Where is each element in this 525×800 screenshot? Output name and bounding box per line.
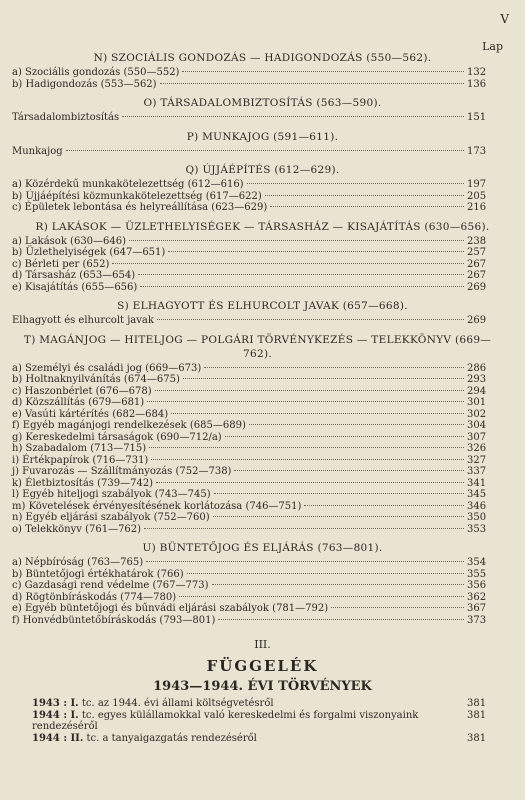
dot-leader <box>182 71 464 72</box>
toc-entry-page: 269 <box>467 281 487 293</box>
toc-entry-page: 307 <box>467 431 487 443</box>
toc-entry <box>0 455 525 467</box>
toc-entry-page: 238 <box>467 235 487 247</box>
toc-entry-label: c) Épületek lebontása és helyreállítása (623—629) <box>12 202 268 213</box>
law-entry <box>0 733 525 745</box>
law-entry-title: tc. egyes külállamokkal való kereskedelmi és forgalmi viszonyaink rendezéséről <box>32 709 419 732</box>
toc-entry <box>0 397 525 409</box>
toc-entry-label: a) Személyi és családi jog (669—673) <box>12 362 202 374</box>
toc-entry-page: 341 <box>467 477 487 489</box>
toc-entry-label: k) Életbiztosítás (739—742) <box>12 477 154 489</box>
toc-entry-label: d) Rögtönbíráskodás (774—780) <box>12 591 177 603</box>
toc-entry-page: 356 <box>467 580 487 591</box>
toc-entry <box>0 592 525 604</box>
toc-entry <box>0 512 525 524</box>
toc-entry-page: 132 <box>467 67 487 78</box>
dot-leader <box>270 206 464 207</box>
section-title: O) TÁRSADALOMBIZTOSÍTÁS (563—590). <box>143 97 382 109</box>
toc-entry-page: 301 <box>467 397 487 408</box>
toc-entry <box>0 79 525 91</box>
law-entry <box>0 698 525 710</box>
toc-entry-label: b) Hadigondozás (553—562) <box>12 78 157 90</box>
toc-entry-label: b) Újjáépítési közmunkakötelezettség (617—622) <box>12 190 262 202</box>
law-entry-text <box>32 698 467 710</box>
section-title: P) MUNKAJOG (591—611). <box>186 130 339 143</box>
toc-entry <box>0 557 525 569</box>
toc-entry-page: 350 <box>467 512 487 523</box>
toc-entry <box>0 489 525 501</box>
dot-leader <box>156 482 464 483</box>
law-entry-text <box>32 710 467 733</box>
toc-entry-label: Társadalombiztosítás <box>12 112 120 123</box>
toc-entry <box>0 432 525 444</box>
toc-entry-page: 337 <box>467 466 487 477</box>
section-title: T) MAGÁNJOG — HITELJOG — POLGÁRI TÖRVÉNYKEZÉS — TELEKKÖNYV (669—762). <box>23 333 492 360</box>
toc-entry-page: 353 <box>467 523 487 535</box>
law-entry-page: 381 <box>467 732 487 744</box>
toc-entry-label: Elhagyott és elhurcolt javak <box>12 315 154 326</box>
toc-entry-label: j) Fuvarozás — Szállítmányozás (752—738) <box>12 466 232 477</box>
dot-leader <box>157 319 464 320</box>
toc-entry-page: 354 <box>467 557 487 568</box>
toc-entry-label: Munkajog <box>12 145 63 157</box>
appendix-title: FÜGGELÉK <box>206 657 319 675</box>
toc-entry <box>0 478 525 490</box>
toc-entry-label: n) Egyéb eljárási szabályok (752—760) <box>12 512 210 523</box>
toc-entry <box>0 247 525 259</box>
dot-leader <box>112 263 464 264</box>
toc-entry <box>0 386 525 398</box>
dot-leader <box>140 286 464 287</box>
toc-entry <box>0 374 525 386</box>
toc-entry <box>0 524 525 536</box>
law-entry-title: tc. az 1944. évi állami költségvetésről <box>81 698 274 709</box>
toc-entry-label: a) Közérdekű munkakötelezettség (612—616) <box>12 179 244 190</box>
dot-leader <box>225 436 464 437</box>
toc-entry-page: 362 <box>467 591 487 603</box>
toc-entry-label: c) Gazdasági rend védelme (767—773) <box>12 580 209 591</box>
dot-leader <box>183 378 464 379</box>
toc-entry-label: e) Vasúti kártérítés (682—684) <box>12 408 169 420</box>
dot-leader <box>265 195 464 196</box>
dot-leader <box>171 413 464 414</box>
section-title: R) LAKÁSOK — ÜZLETHELYISÉGEK — TÁRSASHÁZ — KISAJÁTÍTÁS (630—656). <box>35 220 490 233</box>
toc-entry-page: 267 <box>467 270 487 281</box>
dot-leader <box>234 470 464 471</box>
toc-entry-page: 373 <box>467 614 487 626</box>
toc-entry <box>0 580 525 592</box>
toc-entry-label: a) Népbíróság (763—765) <box>12 557 144 568</box>
toc-entry-label: f) Egyéb magánjogi rendelkezések (685—689) <box>12 420 246 431</box>
dot-leader <box>204 367 464 368</box>
section-title: N) SZOCIÁLIS GONDOZÁS — HADIGONDOZÁS (550—562). <box>93 52 432 64</box>
law-entry-title: tc. a tanyaigazgatás rendezéséről <box>86 732 257 744</box>
dot-leader <box>218 619 464 620</box>
toc-entry-page: 304 <box>467 420 487 431</box>
toc-entry <box>0 67 525 79</box>
toc-entry-label: f) Honvédbüntetőbíráskodás (793—801) <box>12 614 216 626</box>
toc-entry <box>0 409 525 421</box>
toc-entry <box>0 615 525 627</box>
section-title: S) ELHAGYOTT ÉS ELHURCOLT JAVAK (657—668). <box>117 300 408 312</box>
toc-entry-page: 346 <box>467 500 487 512</box>
law-entry-number: 1943 : I. <box>32 698 79 709</box>
law-entry-text <box>32 733 467 745</box>
toc-entry-label: b) Holtnaknyilvánítás (674—675) <box>12 374 180 385</box>
dot-leader <box>304 505 464 506</box>
dot-leader <box>214 493 464 494</box>
appendix-subtitle: 1943—1944. ÉVI TÖRVÉNYEK <box>153 679 372 694</box>
section-title: U) BÜNTETŐJOG ÉS ELJÁRÁS (763—801). <box>142 542 383 554</box>
toc-entry <box>0 191 525 203</box>
law-entry-page: 381 <box>467 709 487 721</box>
toc-entry-label: e) Egyéb büntetőjogi és bűnvádi eljárási szabályok (781—792) <box>12 603 329 614</box>
toc-entry-label: o) Telekkönyv (761—762) <box>12 523 142 535</box>
toc-entry <box>0 112 525 124</box>
toc-entry-page: 327 <box>467 454 487 466</box>
toc-entry-page: 197 <box>467 179 487 190</box>
toc-entry <box>0 270 525 282</box>
toc-entry-page: 267 <box>467 258 487 270</box>
toc-entry-page: 269 <box>467 315 487 326</box>
dot-leader <box>160 83 464 84</box>
toc-entry-page: 345 <box>467 489 487 500</box>
toc-entry-page: 367 <box>467 603 487 614</box>
toc-entry-label: a) Lakások (630—646) <box>12 235 127 247</box>
table-of-contents <box>0 51 525 744</box>
dot-leader <box>144 528 464 529</box>
appendix-numeral: III. <box>254 638 271 651</box>
toc-entry-label: g) Kereskedelmi társaságok (690—712/a) <box>12 431 222 443</box>
toc-entry-page: 205 <box>467 190 487 202</box>
dot-leader <box>187 573 464 574</box>
toc-entry-page: 326 <box>467 443 487 454</box>
toc-entry <box>0 603 525 615</box>
toc-entry <box>0 236 525 248</box>
dot-leader <box>138 274 464 275</box>
toc-entry <box>0 282 525 294</box>
toc-entry-label: c) Haszonbérlet (676—678) <box>12 385 152 397</box>
toc-entry-label: c) Bérleti per (652) <box>12 258 110 270</box>
toc-entry-label: d) Társasház (653—654) <box>12 270 136 281</box>
law-entry <box>0 710 525 733</box>
toc-entry <box>0 202 525 214</box>
dot-leader <box>147 401 464 402</box>
toc-entry-label: b) Büntetőjogi értékhatárok (766) <box>12 568 184 580</box>
dot-leader <box>331 607 464 608</box>
toc-entry-page: 293 <box>467 374 487 385</box>
dot-leader <box>151 459 464 460</box>
dot-leader <box>179 596 464 597</box>
dot-leader <box>66 150 464 151</box>
dot-leader <box>129 240 464 241</box>
toc-entry <box>0 363 525 375</box>
toc-entry-label: l) Egyéb hiteljogi szabályok (743—745) <box>12 489 211 500</box>
law-entry-number: 1944 : II. <box>32 732 84 744</box>
toc-entry-label: h) Szabadalom (713—715) <box>12 443 147 454</box>
toc-entry-page: 216 <box>467 202 487 213</box>
toc-entry-page: 151 <box>467 112 487 123</box>
law-entry-number: 1944 : I. <box>32 709 79 721</box>
toc-entry-page: 136 <box>467 78 487 90</box>
law-entry-page: 381 <box>467 698 487 709</box>
toc-entry-page: 294 <box>467 385 487 397</box>
toc-entry-page: 302 <box>467 408 487 420</box>
toc-entry <box>0 259 525 271</box>
dot-leader <box>247 183 464 184</box>
dot-leader <box>213 516 464 517</box>
section-title: Q) ÚJJÁÉPÍTÉS (612—629). <box>185 164 340 176</box>
toc-entry <box>0 501 525 513</box>
lap-column-header: Lap <box>482 40 503 53</box>
toc-entry-page: 173 <box>467 145 487 157</box>
toc-entry-page: 286 <box>467 362 487 374</box>
dot-leader <box>155 390 464 391</box>
toc-entry <box>0 443 525 455</box>
toc-entry-label: d) Közszállítás (679—681) <box>12 397 145 408</box>
dot-leader <box>146 561 464 562</box>
toc-entry-label: m) Követelések érvényesítésének korlátozása (746—751) <box>12 500 302 512</box>
toc-entry <box>0 146 525 158</box>
dot-leader <box>212 584 465 585</box>
dot-leader <box>168 251 464 252</box>
toc-entry-label: a) Szociális gondozás (550—552) <box>12 67 180 78</box>
toc-entry <box>0 315 525 327</box>
dot-leader <box>149 447 464 448</box>
toc-entry-page: 355 <box>467 568 487 580</box>
toc-entry-label: i) Értékpapírok (716—731) <box>12 454 149 466</box>
toc-entry <box>0 569 525 581</box>
toc-entry-label: e) Kisajátítás (655—656) <box>12 281 138 293</box>
dot-leader <box>122 116 464 117</box>
dot-leader <box>249 424 464 425</box>
page-number: V <box>500 12 509 26</box>
toc-entry <box>0 466 525 478</box>
toc-entry <box>0 420 525 432</box>
toc-entry-label: b) Üzlethelyiségek (647—651) <box>12 247 166 258</box>
toc-entry-page: 257 <box>467 247 487 258</box>
toc-entry <box>0 179 525 191</box>
